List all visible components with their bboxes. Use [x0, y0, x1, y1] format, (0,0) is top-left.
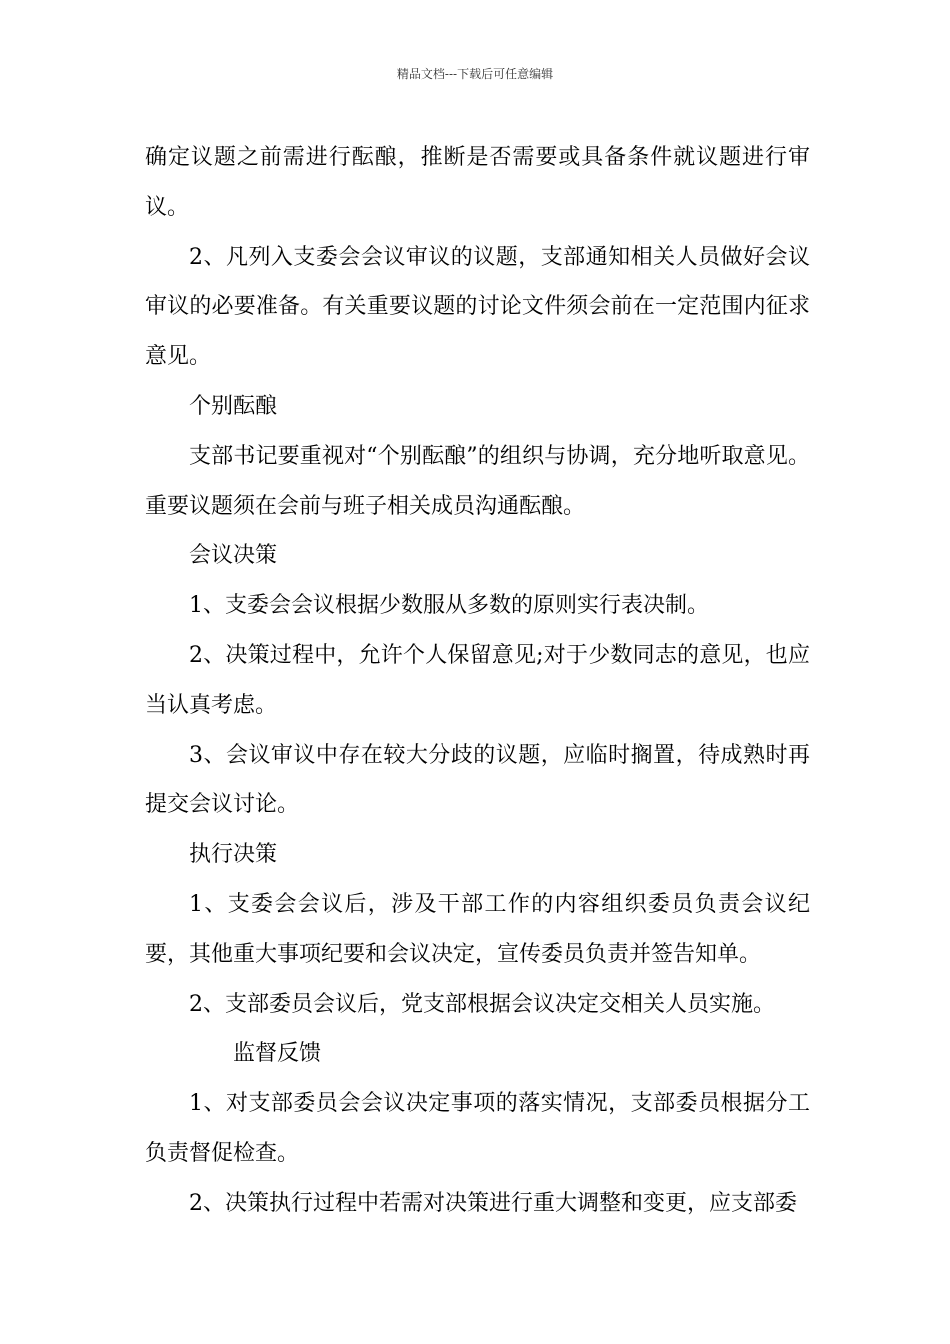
section-heading-execute-decision: 执行决策 — [189, 842, 278, 868]
document-body — [145, 133, 810, 1229]
paragraph-14: 2、决策执行过程中若需对决策进行重大调整和变更，应支部委 — [189, 1190, 797, 1216]
paragraph-13: 1、对支部委员会会议决定事项的落实情况，支部委员根据分工负责督促检查。 — [145, 1091, 810, 1166]
paragraph-8: 3、会议审议中存在较大分歧的议题，应临时搁置，待成熟时再提交会议讨论。 — [145, 742, 810, 818]
page-header: 精品文档---下载后可任意编辑 — [396, 67, 554, 81]
paragraph-1: 确定议题之前需进行酝酿，推断是否需要或具备条件就议题进行审议。 — [145, 145, 810, 220]
paragraph-11: 2、支部委员会议后，党支部根据会议决定交相关人员实施。 — [189, 991, 775, 1017]
paragraph-6: 1、支委会会议根据少数服从多数的原则实行表决制。 — [189, 593, 709, 619]
paragraph-7: 2、决策过程中，允许个人保留意见;对于少数同志的意见，也应当认真考虑。 — [145, 642, 810, 718]
section-heading-meeting-decision: 会议决策 — [189, 543, 278, 569]
paragraph-2: 2、凡列入支委会会议审议的议题，支部通知相关人员做好会议审议的必要准备。有关重要议题的讨论文件须会前在一定范围内征求意见。 — [145, 244, 810, 370]
section-heading-individual-deliberation: 个别酝酿 — [189, 393, 278, 419]
section-heading-supervision-feedback: 监督反馈 — [233, 1041, 322, 1067]
paragraph-10: 1、支委会会议后，涉及干部工作的内容组织委员负责会议纪要，其他重大事项纪要和会议决定，宣传委员负责并签告知单。 — [145, 891, 810, 967]
paragraph-4: 支部书记要重视对“个别酝酿”的组织与协调，充分地听取意见。重要议题须在会前与班子相关成员沟通酝酿。 — [145, 443, 810, 519]
